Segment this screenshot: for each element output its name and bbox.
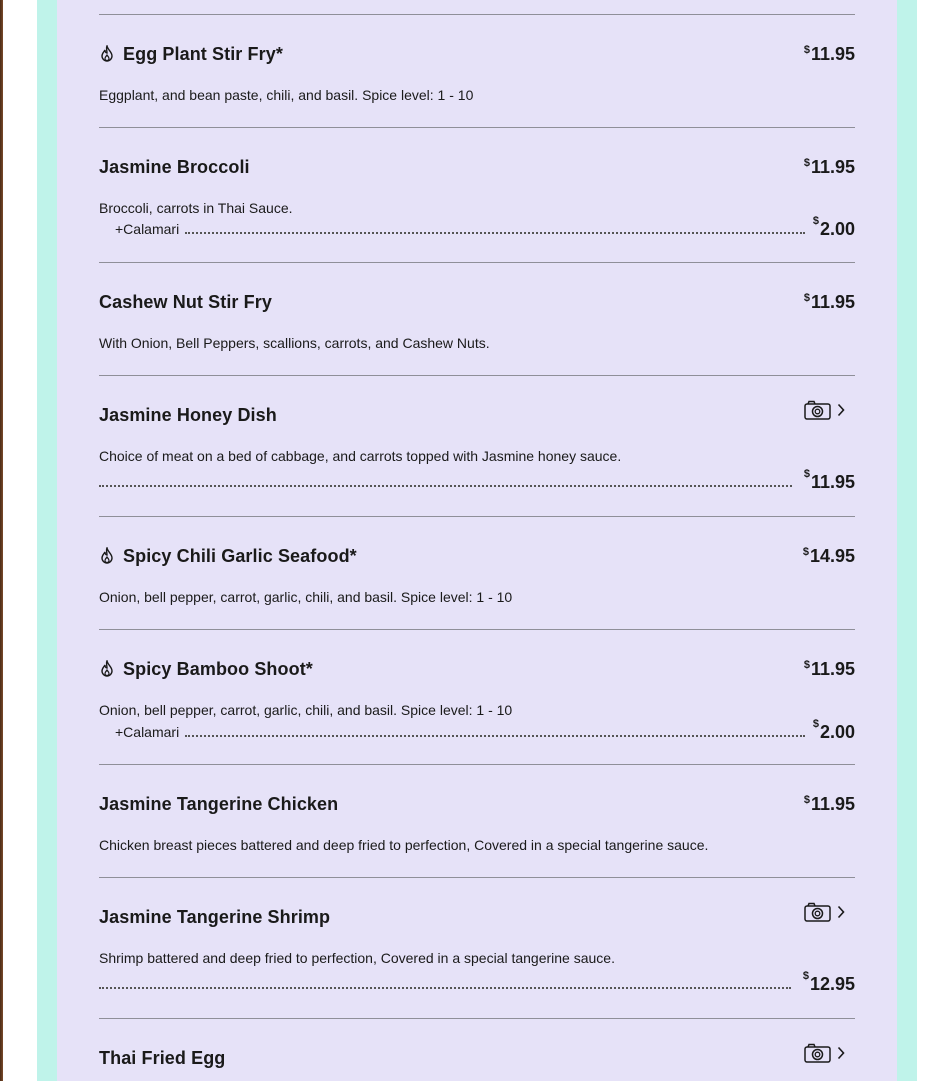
item-title: Jasmine Broccoli [99, 156, 250, 177]
price-line [99, 971, 855, 997]
addon-option[interactable] [115, 214, 855, 240]
item-title: Cashew Nut Stir Fry [99, 291, 272, 312]
photo-button[interactable] [804, 1043, 845, 1063]
item-price: $ 11.95 [803, 793, 855, 814]
item-price: $ 14.95 [802, 545, 855, 566]
item-description: Choice of meat on a bed of cabbage, and carrots topped with Jasmine honey sauce. [99, 448, 622, 464]
item-title: Jasmine Tangerine Chicken [99, 793, 339, 814]
menu-item[interactable] [99, 154, 855, 249]
photo-button[interactable] [804, 902, 845, 922]
item-description: Chicken breast pieces battered and deep fried to perfection, Covered in a special tangerine sauce. [99, 837, 709, 853]
menu-item[interactable] [99, 656, 855, 751]
item-title: Jasmine Honey Dish [99, 404, 277, 425]
item-title: Egg Plant Stir Fry* [123, 43, 283, 64]
dot-leader [99, 485, 792, 487]
addon-price: $2.00 [812, 214, 855, 239]
addon-option[interactable] [115, 717, 855, 743]
menu-item[interactable] [99, 41, 855, 111]
photo-button[interactable] [804, 400, 845, 420]
price-line [99, 469, 855, 495]
menu-item[interactable] [99, 904, 855, 1004]
item-description: With Onion, Bell Peppers, scallions, carrots, and Cashew Nuts. [99, 335, 490, 351]
divider [99, 764, 855, 765]
divider [99, 14, 855, 15]
divider [99, 375, 855, 376]
divider [99, 877, 855, 878]
dot-leader [99, 987, 791, 989]
item-price: $ 11.95 [803, 658, 855, 679]
menu-item[interactable] [99, 1045, 855, 1081]
item-description: Eggplant, and bean paste, chili, and basil. Spice level: 1 - 10 [99, 87, 474, 103]
divider [99, 262, 855, 263]
item-price: $12.95 [802, 969, 855, 994]
item-description: Onion, bell pepper, carrot, garlic, chili, and basil. Spice level: 1 - 10 [99, 702, 513, 718]
camera-icon [804, 902, 831, 922]
item-price: $ 11.95 [803, 156, 855, 177]
menu-item[interactable] [99, 289, 855, 359]
item-title: Spicy Bamboo Shoot* [123, 658, 313, 679]
menu-item[interactable] [99, 543, 855, 613]
divider [99, 516, 855, 517]
divider [99, 127, 855, 128]
chevron-right-icon [837, 403, 845, 417]
item-title: Spicy Chili Garlic Seafood* [123, 545, 357, 566]
chevron-right-icon [837, 1046, 845, 1060]
background-wood-edge [0, 0, 3, 1081]
menu-item[interactable] [99, 402, 855, 502]
item-title: Jasmine Tangerine Shrimp [99, 906, 331, 927]
item-price: $ 11.95 [803, 291, 855, 312]
addon-price: $2.00 [812, 717, 855, 742]
flame-icon [99, 660, 115, 678]
item-description: Broccoli, carrots in Thai Sauce. [99, 200, 293, 216]
dot-leader [185, 735, 805, 737]
flame-icon [99, 547, 115, 565]
item-description: Shrimp battered and deep fried to perfection, Covered in a special tangerine sauce. [99, 950, 615, 966]
divider [99, 629, 855, 630]
flame-icon [99, 45, 115, 63]
chevron-right-icon [837, 905, 845, 919]
addon-label: +Calamari [115, 221, 180, 237]
item-price: $ 11.95 [803, 43, 855, 64]
dot-leader [185, 232, 805, 234]
item-description: Onion, bell pepper, carrot, garlic, chili, and basil. Spice level: 1 - 10 [99, 589, 513, 605]
camera-icon [804, 1043, 831, 1063]
item-title: Thai Fried Egg [99, 1047, 226, 1068]
menu-item[interactable] [99, 791, 855, 861]
divider [99, 1018, 855, 1019]
camera-icon [804, 400, 831, 420]
item-price: $11.95 [803, 467, 855, 492]
addon-label: +Calamari [115, 724, 180, 740]
